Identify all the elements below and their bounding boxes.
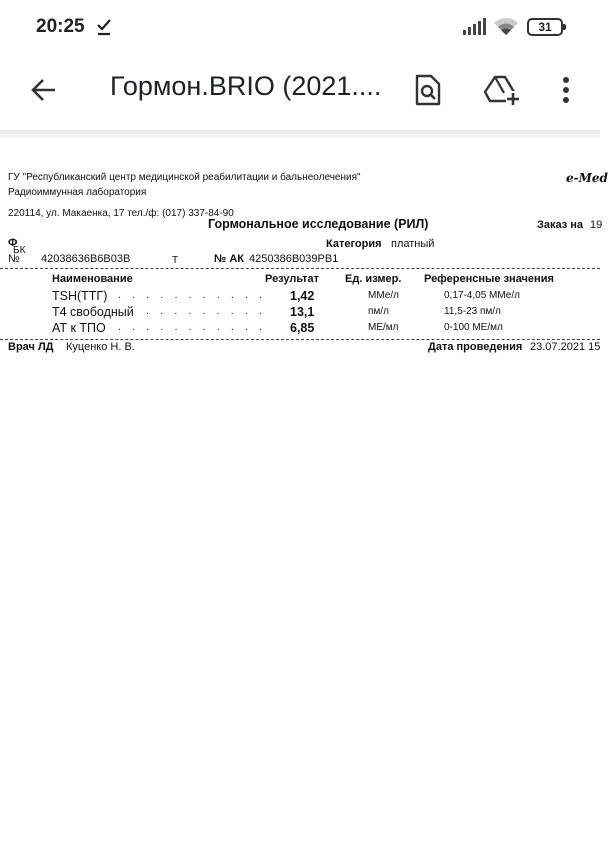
date-value: 23.07.2021 15: [530, 341, 601, 353]
add-to-drive-button[interactable]: [480, 68, 524, 112]
signal-icon: [462, 18, 486, 36]
find-in-page-button[interactable]: [406, 68, 450, 112]
col-name-header: Наименование: [52, 273, 133, 285]
app-bar: [0, 54, 600, 126]
bk-number-label: №: [8, 253, 20, 265]
order-value: 19: [590, 219, 603, 231]
more-options-button[interactable]: [544, 68, 588, 112]
status-time: 20:25: [36, 16, 85, 37]
wifi-icon: [493, 17, 519, 37]
row-reference: 0-100 МЕ/мл: [444, 322, 503, 333]
row-result: 13,1: [290, 305, 315, 319]
col-unit-header: Ед. измер.: [345, 273, 402, 285]
lab-name: Радиоиммунная лаборатория: [8, 187, 147, 198]
exam-title: Гормональное исследование (РИЛ): [208, 217, 429, 231]
row-reference: 0,17-4,05 ММе/л: [444, 290, 520, 301]
ak-number: 4250386B039PB1: [249, 253, 339, 265]
back-button[interactable]: [24, 70, 64, 110]
download-complete-icon: [96, 17, 112, 37]
dot-leader: . . . . . . . . .: [146, 305, 266, 317]
date-label: Дата проведения: [428, 341, 523, 353]
row-reference: 11,5-23 пм/л: [444, 306, 501, 317]
bk-number: 42038636B6B03B: [41, 253, 131, 265]
row-unit: МЕ/мл: [368, 322, 399, 333]
row-name: Т4 свободный: [52, 305, 134, 319]
row-unit: ММе/л: [368, 290, 399, 301]
patient-label: Ф: [8, 237, 18, 249]
status-bar: [0, 0, 600, 54]
document-title: Гормон.BRIO (2021....: [110, 71, 382, 101]
lab-address: 220114, ул. Макаенка, 17 тел./ф: (017) 337-84-90: [8, 208, 234, 219]
bk-trailing: Т: [172, 255, 179, 266]
row-result: 6,85: [290, 321, 315, 335]
org-name: ГУ "Республиканский центр медицинской реабилитации и бальнеолечения": [8, 172, 361, 183]
row-unit: пм/л: [368, 306, 389, 317]
doctor-name: Куценко Н. В.: [66, 341, 135, 353]
document-page: [0, 138, 608, 846]
bk-label: БК: [13, 245, 26, 256]
header-divider: [0, 268, 600, 269]
back-arrow-icon: [30, 76, 58, 104]
col-result-header: Результат: [265, 273, 320, 285]
category-label: Категория: [326, 238, 382, 250]
toolbar-divider: [0, 130, 600, 138]
row-result: 1,42: [290, 289, 315, 303]
dot-leader: . . . . . . . . . . .: [118, 321, 267, 333]
row-name: АТ к ТПО: [52, 321, 106, 335]
doctor-label: Врач ЛД: [8, 341, 54, 353]
ak-label: № АК: [214, 253, 244, 265]
col-reference-header: Референсные значения: [424, 273, 554, 285]
category-value: платный: [391, 238, 435, 250]
brand-logo-text: e-Med: [566, 171, 608, 185]
add-to-drive-icon: [484, 74, 520, 106]
row-name: TSH(ТТГ): [52, 289, 108, 303]
order-label: Заказ на: [537, 219, 584, 231]
more-vert-icon: [562, 76, 570, 104]
battery-indicator: 31: [527, 18, 563, 36]
find-in-page-icon: [414, 74, 442, 106]
footer-divider: [0, 339, 600, 340]
dot-leader: . . . . . . . . . . .: [118, 289, 267, 301]
